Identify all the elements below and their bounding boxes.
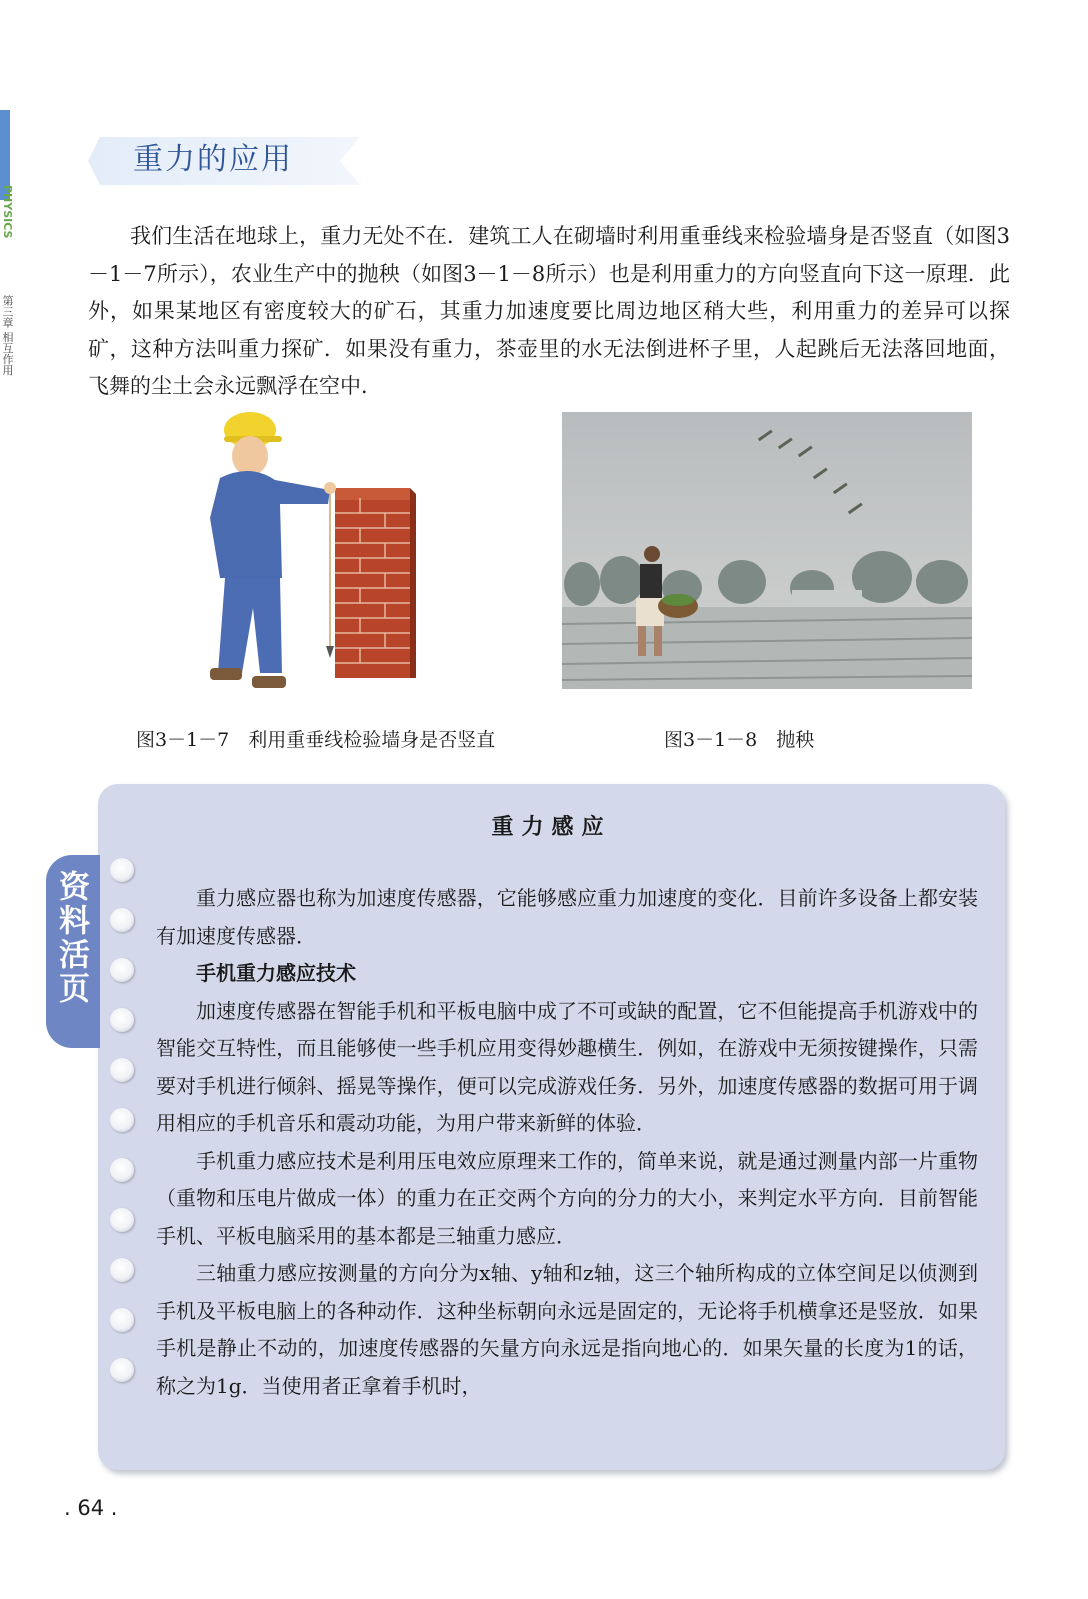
info-paragraph-2: 加速度传感器在智能手机和平板电脑中成了不可或缺的配置，它不但能提高手机游戏中的智能交互特性，而且能够使一些手机应用变得妙趣横生．例如，在游戏中无须按键操作，只需要对手机进行倾斜、摇晃等操作，便可以完成游戏任务．另外，加速度传感器的数据可用于调用相应的手机音乐和震动功能，为用户带来新鲜的体验． xyxy=(156,998,978,1135)
binder-ring xyxy=(110,858,134,882)
figure-rice-throwing-photo xyxy=(562,412,972,689)
info-paragraph-4: 三轴重力感应按测量的方向分为x轴、y轴和z轴，这三个轴所构成的立体空间足以侦测到手机及平板电脑上的各种动作．这种坐标朝向永远是固定的，无论将手机横拿还是竖放．如果手机是静止不动的，加速度传感器的矢量方向永远是指向地心的．如果矢量的长度为1的话，称之为1g．当使用者正拿着手机时， xyxy=(156,1261,978,1398)
binder-ring xyxy=(110,1058,134,1082)
binder-ring xyxy=(110,1258,134,1282)
binder-ring xyxy=(110,1008,134,1032)
figure-plumb-line-illustration xyxy=(180,408,430,698)
binder-ring xyxy=(110,1158,134,1182)
info-box-body xyxy=(156,880,978,1405)
page-number: . 64 . xyxy=(64,1496,118,1520)
info-box-tab-label: 资料活页 xyxy=(53,870,89,1006)
info-paragraph-3: 手机重力感应技术是利用压电效应原理来工作的，简单来说，就是通过测量内部一片重物（重物和压电片做成一体）的重力在正交两个方向的分力的大小，来判定水平方向．目前智能手机、平板电脑采用的基本都是三轴重力感应． xyxy=(156,1148,978,1248)
figure-caption-2: 图3－1－8 抛秧 xyxy=(664,729,815,751)
side-physics-label: PHYSICS xyxy=(1,185,14,239)
binder-ring xyxy=(110,958,134,982)
binder-ring xyxy=(110,1208,134,1232)
binder-ring xyxy=(110,1108,134,1132)
section-heading: 重力的应用 xyxy=(133,142,293,177)
figure-caption-1: 图3－1－7 利用重垂线检验墙身是否竖直 xyxy=(136,729,496,751)
info-paragraph-1: 重力感应器也称为加速度传感器，它能够感应重力加速度的变化．目前许多设备上都安装有加速度传感器． xyxy=(156,886,978,948)
info-box-title: 重力感应 xyxy=(491,815,612,840)
binder-ring xyxy=(110,1358,134,1382)
binder-ring xyxy=(110,1308,134,1332)
info-subheading: 手机重力感应技术 xyxy=(196,961,356,985)
binder-ring xyxy=(110,908,134,932)
section-paragraph: 我们生活在地球上，重力无处不在．建筑工人在砌墙时利用重垂线来检验墙身是否竖直（如图3－1－7所示），农业生产中的抛秧（如图3－1－8所示）也是利用重力的方向竖直向下这一原理．此外，如果某地区有密度较大的矿石，其重力加速度要比周边地区稍大些，利用重力的差异可以探矿，这种方法叫重力探矿．如果没有重力，茶壶里的水无法倒进杯子里，人起跳后无法落回地面，飞舞的尘土会永远飘浮在空中． xyxy=(88,224,1010,398)
side-chapter-label: 第三章 相互作用 xyxy=(1,295,14,376)
